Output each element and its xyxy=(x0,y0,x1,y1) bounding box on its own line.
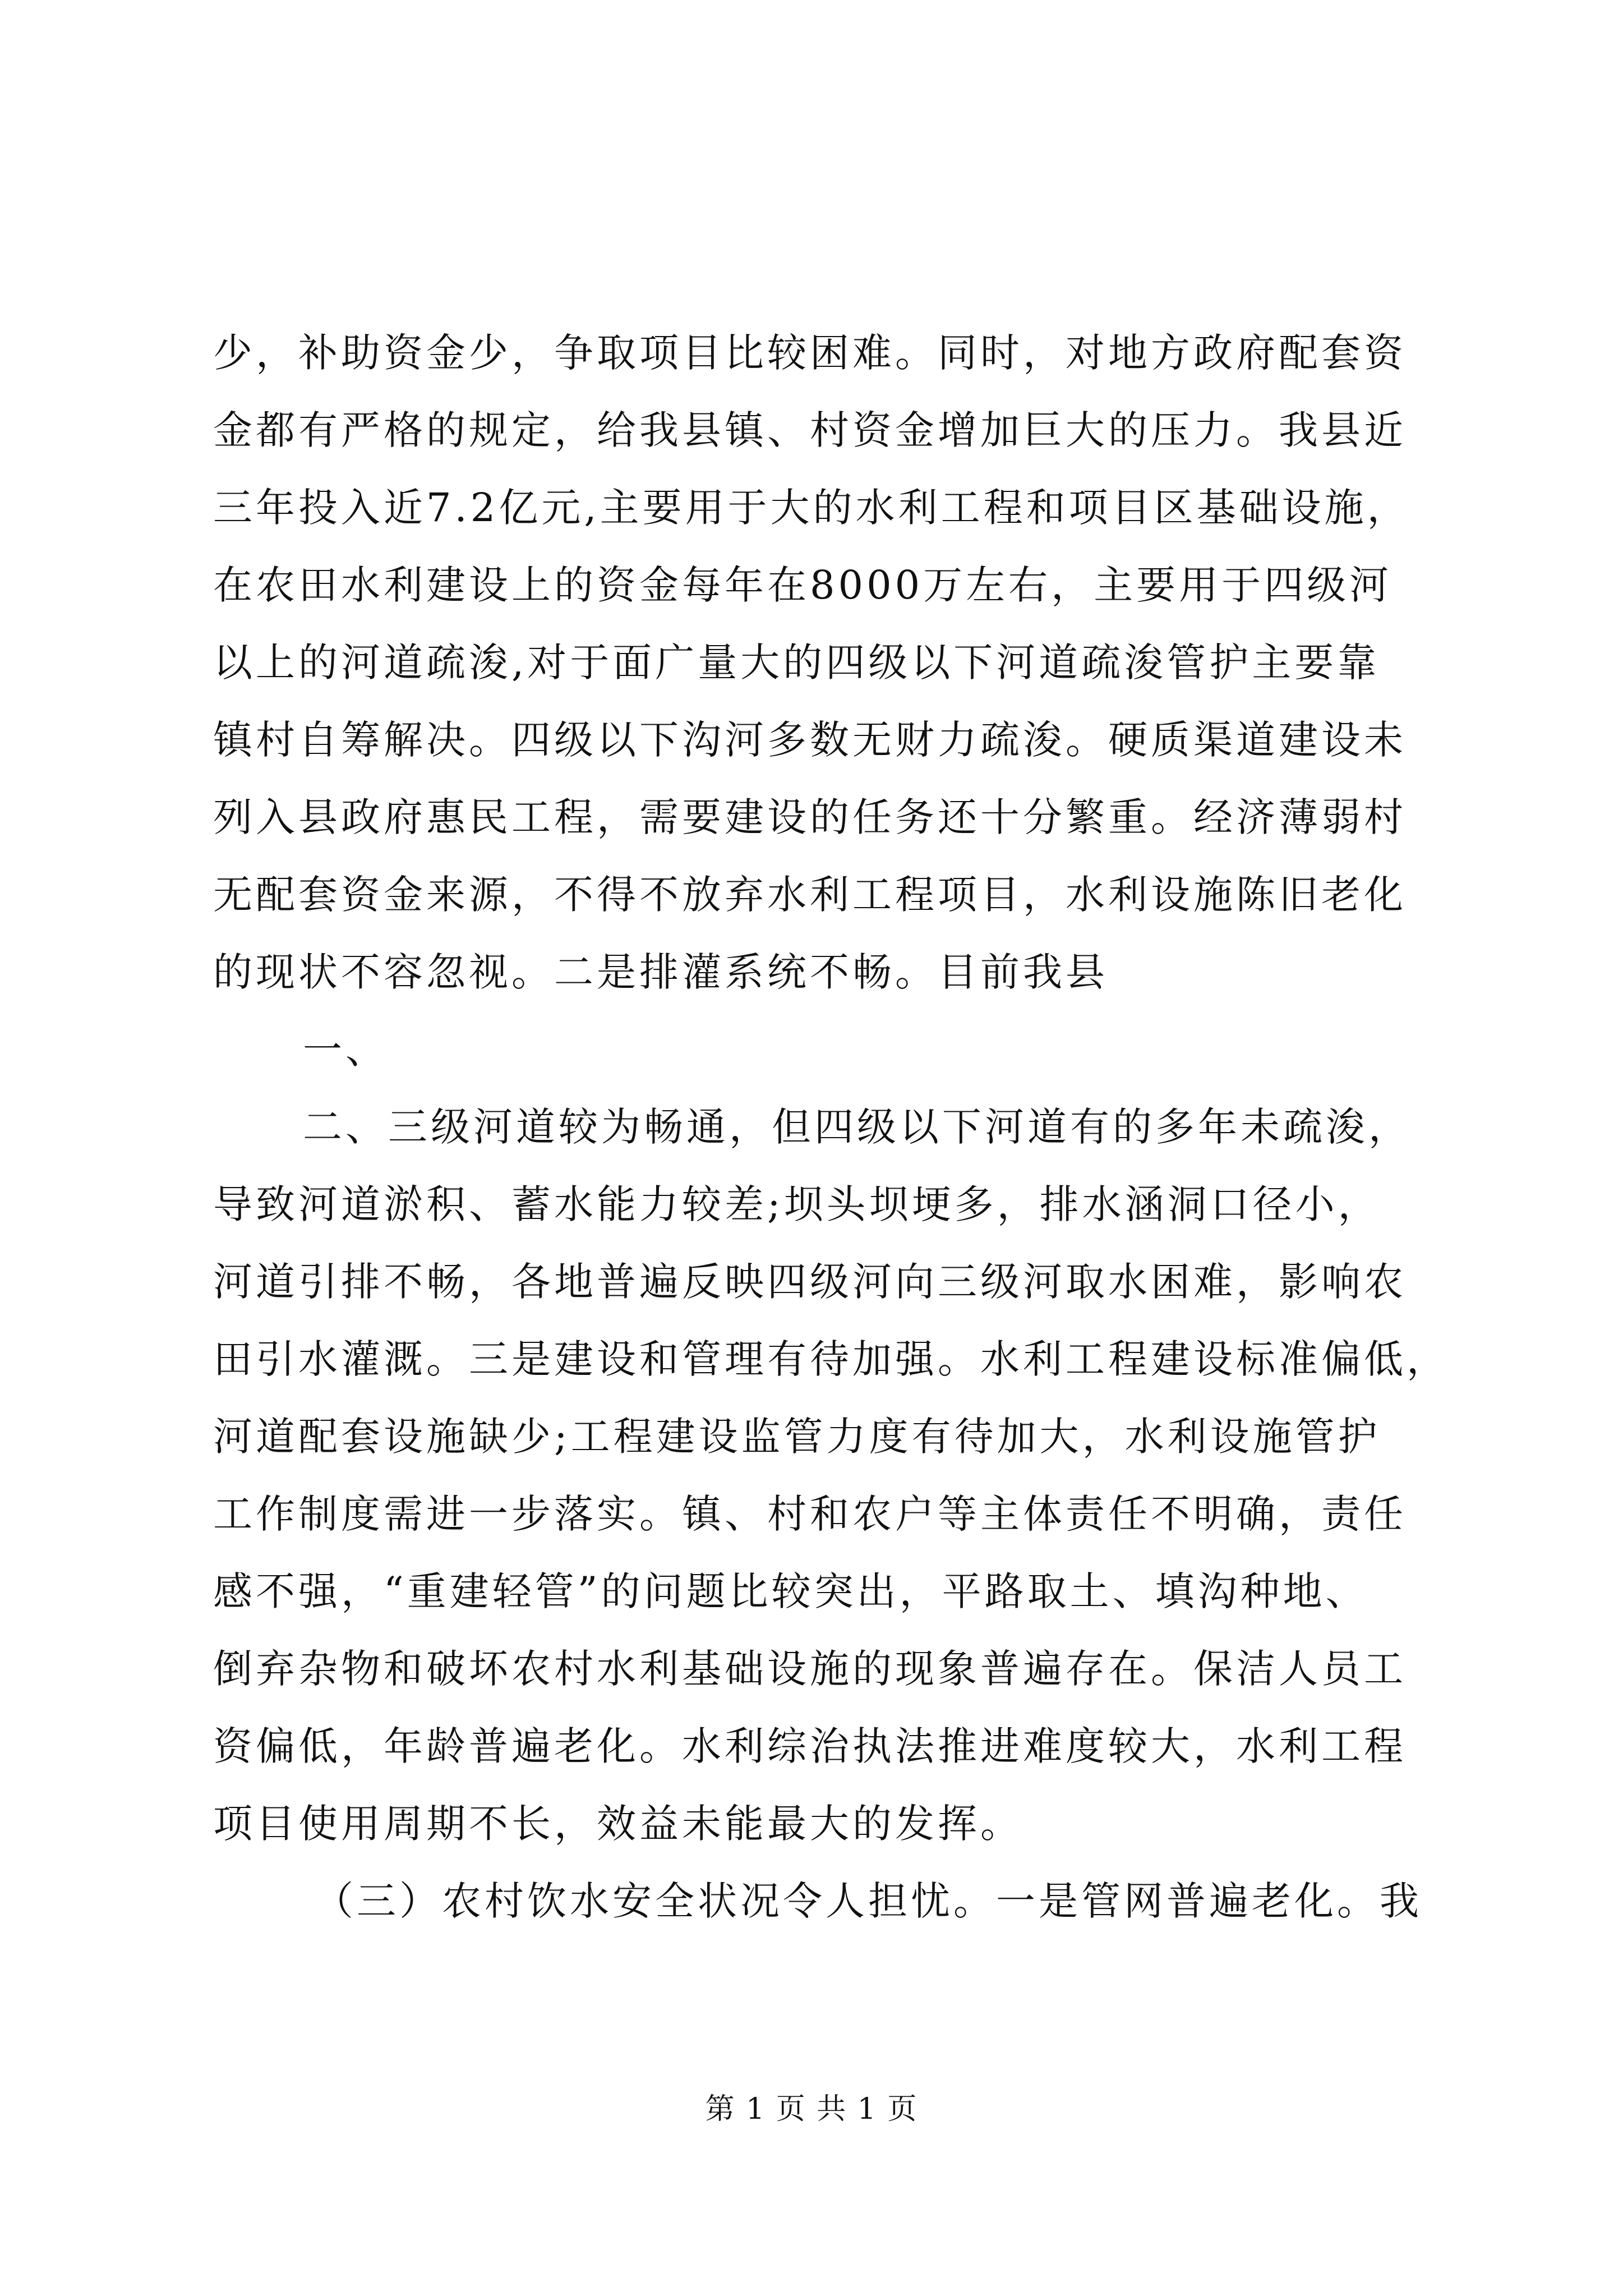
text-line: 镇村自筹解决。四级以下沟河多数无财力疏浚。硬质渠道建设未 xyxy=(213,717,1407,763)
text-line: 列入县政府惠民工程，需要建设的任务还十分繁重。经济薄弱村 xyxy=(213,794,1407,840)
text-line: 在农田水利建设上的资金每年在8000万左右，主要用于四级河 xyxy=(213,562,1393,608)
text-line: 河道配套设施缺少;工程建设监管力度有待加大，水利设施管护 xyxy=(213,1414,1381,1460)
text-line: 倒弃杂物和破坏农村水利基础设施的现象普遍存在。保洁人员工 xyxy=(213,1646,1407,1692)
list-marker-line: 一、 xyxy=(303,1027,388,1073)
text-line: 以上的河道疏浚,对于面广量大的四级以下河道疏浚管护主要靠 xyxy=(213,639,1380,685)
text-line: 资偏低，年龄普遍老化。水利综治执法推进难度较大，水利工程 xyxy=(213,1723,1407,1769)
section-heading-line: （三）农村饮水安全状况令人担忧。一是管网普遍老化。我 xyxy=(314,1878,1422,1924)
text-line: 无配套资金来源，不得不放弃水利工程项目，水利设施陈旧老化 xyxy=(213,872,1407,918)
text-line: 少，补助资金少，争取项目比较困难。同时，对地方政府配套资 xyxy=(213,330,1407,376)
text-line: 的现状不容忽视。二是排灌系统不畅。目前我县 xyxy=(213,949,1108,995)
text-line: 工作制度需进一步落实。镇、村和农户等主体责任不明确，责任 xyxy=(213,1491,1407,1537)
text-line: 导致河道淤积、蓄水能力较差;坝头坝埂多，排水涵洞口径小， xyxy=(213,1181,1381,1227)
text-line: 感不强，“重建轻管”的问题比较突出，平路取土、填沟种地、 xyxy=(213,1568,1368,1614)
text-line: 三年投入近7.2亿元,主要用于大的水利工程和项目区基础设施， xyxy=(213,485,1410,531)
text-line: 河道引排不畅，各地普遍反映四级河向三级河取水困难，影响农 xyxy=(213,1259,1407,1305)
text-line: 项目使用周期不长，效益未能最大的发挥。 xyxy=(213,1801,1023,1847)
text-line: 金都有严格的规定，给我县镇、村资金增加巨大的压力。我县近 xyxy=(213,407,1407,453)
text-line: 田引水灌溉。三是建设和管理有待加强。水利工程建设标准偏低， xyxy=(213,1336,1449,1382)
page-number-footer: 第 1 页 共 1 页 xyxy=(705,2092,918,2126)
document-body xyxy=(213,314,1449,1940)
text-line: 二、三级河道较为畅通，但四级以下河道有的多年未疏浚， xyxy=(303,1104,1411,1150)
